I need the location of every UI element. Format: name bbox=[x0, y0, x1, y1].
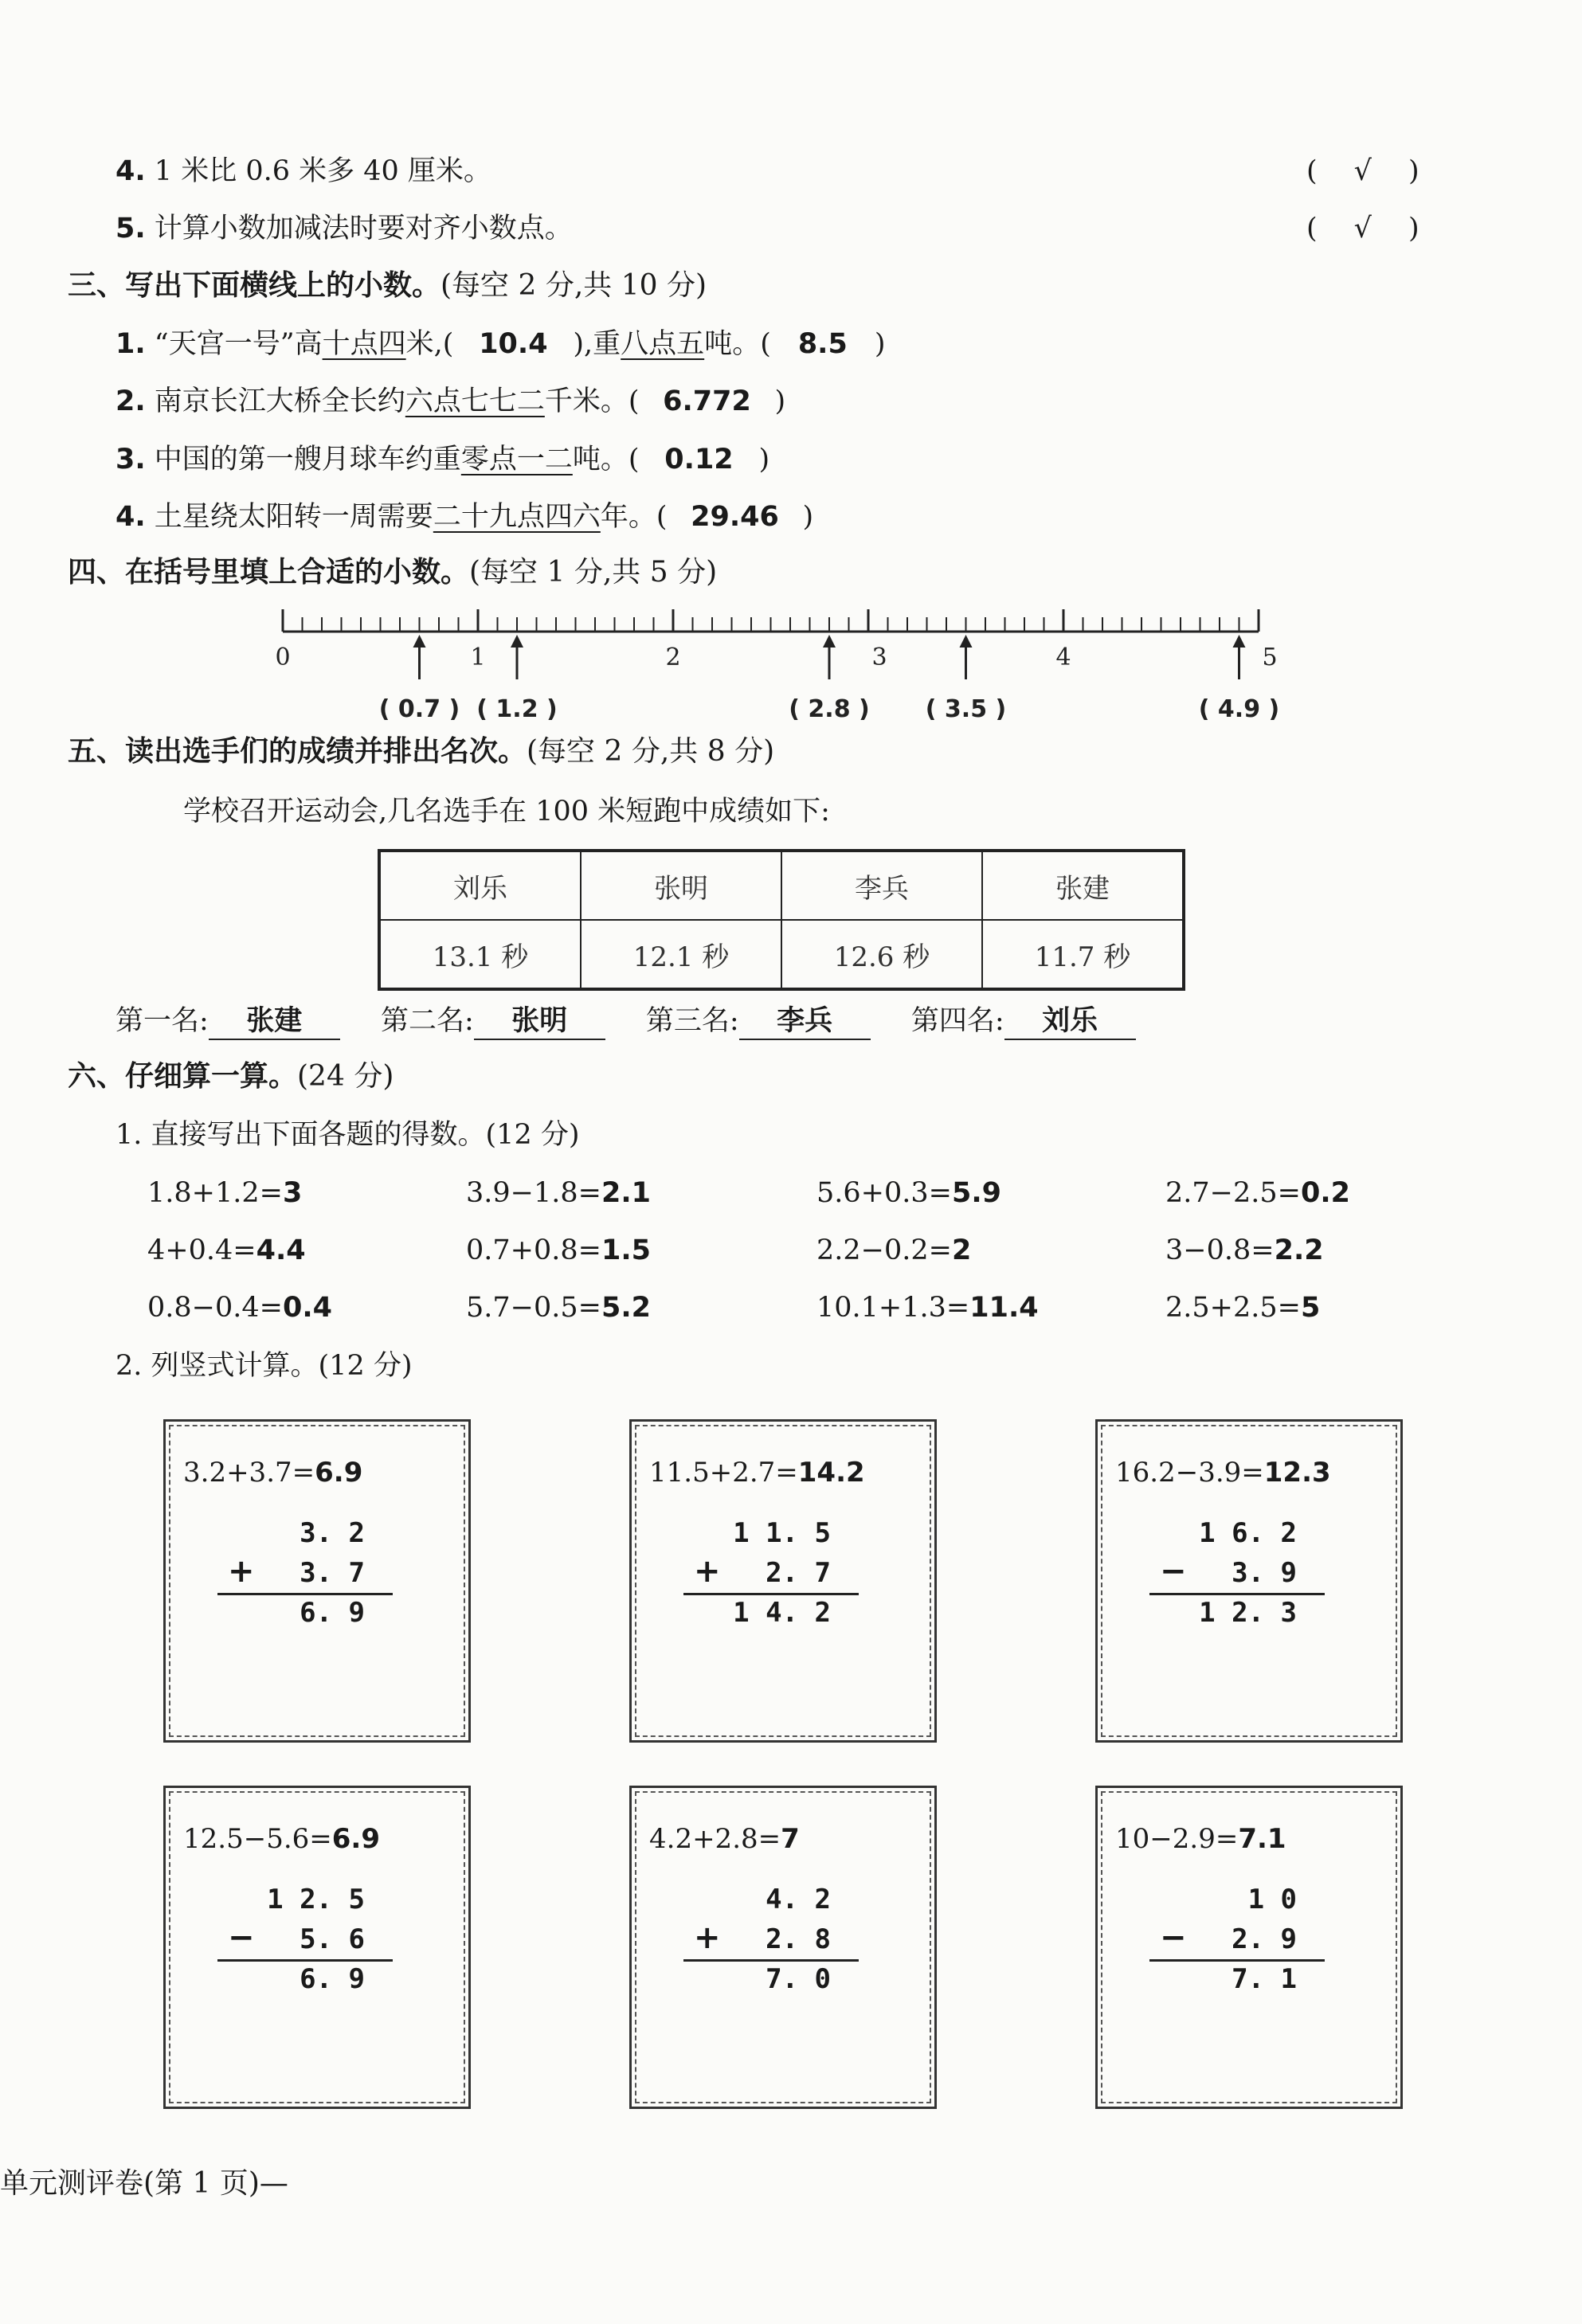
equation-text: 12.5−5.6= bbox=[183, 1823, 332, 1855]
calc-top-operand: 1 1. 5 bbox=[733, 1517, 831, 1549]
rank-row bbox=[116, 1004, 1136, 1040]
mental-problem bbox=[147, 1176, 302, 1211]
arrow-head bbox=[1233, 635, 1246, 648]
rank-label: 第四名: bbox=[910, 1005, 1004, 1037]
calc-rule-line bbox=[217, 1593, 393, 1595]
text: ),重 bbox=[573, 328, 621, 360]
item-number: 1. bbox=[116, 328, 146, 360]
problem-answer: 0.2 bbox=[1300, 1177, 1350, 1209]
ruler-label: 0 bbox=[275, 644, 291, 671]
judge-item-4 bbox=[116, 154, 491, 189]
text: ) bbox=[802, 501, 814, 533]
problem-text: 2.5+2.5= bbox=[1165, 1292, 1301, 1324]
score-note: (每空 1 分,共 5 分) bbox=[469, 556, 718, 589]
calc-top-operand: 3. 2 bbox=[300, 1517, 365, 1549]
name-cell: 李兵 bbox=[781, 851, 982, 920]
section-4-title bbox=[68, 555, 717, 590]
s3-question-4 bbox=[116, 499, 813, 534]
text: 米,( bbox=[405, 328, 454, 360]
table-row bbox=[379, 851, 1184, 920]
underlined-words: 六点七七二 bbox=[405, 385, 545, 417]
judge-answer-4 bbox=[1306, 154, 1419, 189]
arrow-head bbox=[413, 635, 426, 648]
pointer-answer: ( 0.7 ) bbox=[378, 695, 460, 723]
paren-open: ( bbox=[1306, 155, 1318, 187]
answer: 10.4 bbox=[479, 328, 548, 360]
calc-top-operand: 1 0 bbox=[1247, 1884, 1297, 1915]
calc-bottom-operand: 3. 9 bbox=[1232, 1557, 1297, 1589]
equation-text: 10−2.9= bbox=[1115, 1823, 1239, 1855]
equation-text: 4.2+2.8= bbox=[649, 1823, 781, 1855]
problem-answer: 5 bbox=[1300, 1292, 1321, 1324]
mental-problem bbox=[816, 1290, 1039, 1325]
calc-bottom-operand: 2. 7 bbox=[766, 1557, 831, 1589]
scores-table bbox=[378, 849, 1185, 991]
name-cell: 张明 bbox=[581, 851, 781, 920]
s3-question-2 bbox=[116, 384, 785, 419]
problem-answer: 2.1 bbox=[601, 1177, 651, 1209]
vertical-calc-box bbox=[1095, 1786, 1403, 2109]
calc-rule-line bbox=[217, 1959, 393, 1962]
calc-equation bbox=[649, 1457, 865, 1489]
s3-question-3 bbox=[116, 442, 769, 477]
score-note: (每空 2 分,共 10 分) bbox=[441, 269, 707, 302]
problem-text: 5.7−0.5= bbox=[466, 1292, 601, 1324]
title-text: 五、读出选手们的成绩并排出名次。 bbox=[68, 735, 527, 768]
score-note: (每空 2 分,共 8 分) bbox=[527, 735, 775, 768]
problem-answer: 2.2 bbox=[1274, 1234, 1324, 1266]
ruler-label: 4 bbox=[1055, 644, 1071, 671]
calc-bottom-operand: 2. 9 bbox=[1232, 1923, 1297, 1955]
vertical-calc-box bbox=[629, 1786, 937, 2109]
calc-operator: + bbox=[694, 1553, 721, 1590]
calc-result: 7. 0 bbox=[766, 1963, 831, 1995]
judge-item-5 bbox=[116, 211, 573, 246]
title-text: 六、仔细算一算。 bbox=[68, 1060, 298, 1093]
mental-problem bbox=[147, 1233, 306, 1268]
text: 吨。( bbox=[704, 328, 771, 360]
time-cell: 11.7 秒 bbox=[982, 920, 1184, 989]
problem-answer: 5.2 bbox=[601, 1292, 651, 1324]
answer: 6.772 bbox=[663, 385, 751, 417]
equation-result: 7 bbox=[781, 1823, 800, 1855]
equation-text: 3.2+3.7= bbox=[183, 1457, 315, 1489]
page-footer: 单元测评卷(第 1 页)— bbox=[0, 2167, 288, 2200]
s6-q2-title: 2. 列竖式计算。(12 分) bbox=[116, 1350, 413, 1382]
calc-operator: − bbox=[228, 1919, 255, 1956]
text: 中国的第一艘月球车约重 bbox=[154, 444, 461, 475]
answer: 8.5 bbox=[797, 328, 848, 360]
calc-bottom-operand: 3. 7 bbox=[300, 1557, 365, 1589]
problem-answer: 11.4 bbox=[969, 1292, 1039, 1324]
text: ) bbox=[758, 444, 770, 475]
s3-question-1 bbox=[116, 327, 886, 362]
section-5-title bbox=[68, 734, 774, 769]
text: 年。( bbox=[600, 501, 668, 533]
problem-answer: 5.9 bbox=[951, 1177, 1001, 1209]
ruler-ticks bbox=[283, 609, 1259, 632]
calc-operator: + bbox=[694, 1919, 721, 1956]
mental-problem bbox=[1165, 1176, 1350, 1211]
mental-problem bbox=[466, 1290, 651, 1325]
calc-equation bbox=[649, 1823, 800, 1855]
equation-result: 6.9 bbox=[331, 1823, 380, 1855]
problem-text: 0.8−0.4= bbox=[147, 1292, 283, 1324]
text: 南京长江大桥全长约 bbox=[154, 385, 405, 417]
check-mark: √ bbox=[1353, 155, 1372, 187]
number-line bbox=[271, 601, 1322, 737]
calc-result: 1 4. 2 bbox=[733, 1597, 831, 1629]
text: 吨。( bbox=[572, 444, 640, 475]
calc-top-operand: 1 6. 2 bbox=[1199, 1517, 1297, 1549]
mental-problem bbox=[466, 1176, 651, 1211]
calc-equation bbox=[183, 1457, 362, 1489]
problem-answer: 0.4 bbox=[282, 1292, 332, 1324]
paren-close: ) bbox=[1408, 213, 1419, 245]
rank-label: 第二名: bbox=[380, 1005, 474, 1037]
pointer-answer: ( 4.9 ) bbox=[1198, 695, 1280, 723]
mental-problem bbox=[1165, 1233, 1324, 1268]
s6-q1-title: 1. 直接写出下面各题的得数。(12 分) bbox=[116, 1119, 580, 1151]
problem-text: 3−0.8= bbox=[1165, 1234, 1275, 1266]
problem-text: 2.2−0.2= bbox=[816, 1234, 952, 1266]
mental-problem bbox=[816, 1176, 1001, 1211]
check-mark: √ bbox=[1353, 213, 1372, 245]
calc-bottom-operand: 5. 6 bbox=[300, 1923, 365, 1955]
text: 土星绕太阳转一周需要 bbox=[154, 501, 433, 533]
problem-text: 0.7+0.8= bbox=[466, 1234, 601, 1266]
text: 千米。( bbox=[544, 385, 640, 417]
calc-operator: + bbox=[228, 1553, 255, 1590]
problem-text: 5.6+0.3= bbox=[816, 1177, 952, 1209]
equation-text: 11.5+2.7= bbox=[649, 1457, 798, 1489]
time-cell: 12.6 秒 bbox=[781, 920, 982, 989]
paren-close: ) bbox=[1408, 155, 1419, 187]
ruler-label: 1 bbox=[470, 644, 486, 671]
equation-text: 16.2−3.9= bbox=[1115, 1457, 1264, 1489]
ruler-label: 3 bbox=[871, 644, 887, 671]
calc-rule-line bbox=[1149, 1959, 1325, 1962]
problem-text: 10.1+1.3= bbox=[816, 1292, 970, 1324]
vertical-calc-box bbox=[163, 1786, 471, 2109]
vertical-calc-box bbox=[629, 1419, 937, 1743]
problem-text: 4+0.4= bbox=[147, 1234, 256, 1266]
equation-result: 14.2 bbox=[797, 1457, 865, 1489]
item-number: 3. bbox=[116, 444, 146, 475]
rank-label: 第三名: bbox=[645, 1005, 739, 1037]
underlined-words: 八点五 bbox=[621, 328, 705, 360]
judge-answer-5 bbox=[1306, 211, 1419, 246]
item-text: 计算小数加减法时要对齐小数点。 bbox=[154, 213, 573, 245]
calc-rule-line bbox=[683, 1593, 859, 1595]
calc-result: 6. 9 bbox=[300, 1597, 365, 1629]
text: ) bbox=[874, 328, 886, 360]
item-number: 2. bbox=[116, 385, 146, 417]
calc-result: 7. 1 bbox=[1232, 1963, 1297, 1995]
title-text: 三、写出下面横线上的小数。 bbox=[68, 269, 441, 302]
time-cell: 13.1 秒 bbox=[379, 920, 581, 989]
calc-equation bbox=[183, 1823, 380, 1855]
pointer-answer: ( 3.5 ) bbox=[925, 695, 1007, 723]
table-row bbox=[379, 920, 1184, 989]
name-cell: 张建 bbox=[982, 851, 1184, 920]
rank-answer: 张建 bbox=[209, 1004, 340, 1040]
item-number: 4. bbox=[116, 501, 146, 533]
problem-answer: 3 bbox=[282, 1177, 303, 1209]
mental-problem bbox=[147, 1290, 332, 1325]
ruler-labels bbox=[275, 644, 1277, 671]
answer: 29.46 bbox=[691, 501, 779, 533]
answer: 0.12 bbox=[664, 444, 734, 475]
equation-result: 6.9 bbox=[315, 1457, 363, 1489]
calc-result: 1 2. 3 bbox=[1199, 1597, 1297, 1629]
calc-top-operand: 4. 2 bbox=[766, 1884, 831, 1915]
pointer-answer: ( 2.8 ) bbox=[789, 695, 870, 723]
underlined-words: 二十九点四六 bbox=[433, 501, 601, 533]
s5-intro: 学校召开运动会,几名选手在 100 米短跑中成绩如下: bbox=[183, 796, 830, 827]
rank-answer: 李兵 bbox=[739, 1004, 871, 1040]
equation-result: 12.3 bbox=[1263, 1457, 1331, 1489]
underlined-words: 十点四 bbox=[322, 328, 406, 360]
arrow-head bbox=[823, 635, 836, 648]
rank-answer: 刘乐 bbox=[1004, 1004, 1136, 1040]
text: “天宫一号”高 bbox=[154, 328, 323, 360]
problem-answer: 1.5 bbox=[601, 1234, 651, 1266]
calc-operator: − bbox=[1160, 1919, 1187, 1956]
mental-problem bbox=[1165, 1290, 1320, 1325]
underlined-words: 零点一二 bbox=[460, 444, 573, 475]
calc-operator: − bbox=[1160, 1553, 1187, 1590]
vertical-calc-box bbox=[1095, 1419, 1403, 1743]
vertical-calc-box bbox=[163, 1419, 471, 1743]
problem-answer: 2 bbox=[951, 1234, 972, 1266]
ruler-label: 5 bbox=[1262, 644, 1278, 671]
mental-problem bbox=[466, 1233, 651, 1268]
section-6-title bbox=[68, 1059, 394, 1094]
item-number: 5. bbox=[116, 213, 146, 245]
arrow-head bbox=[511, 635, 523, 648]
calc-rule-line bbox=[1149, 1593, 1325, 1595]
score-note: (24 分) bbox=[297, 1060, 394, 1093]
pointer-answer: ( 1.2 ) bbox=[476, 695, 558, 723]
item-text: 1 米比 0.6 米多 40 厘米。 bbox=[154, 155, 491, 187]
ruler-arrows bbox=[379, 635, 1279, 723]
text: ) bbox=[774, 385, 786, 417]
calc-result: 6. 9 bbox=[300, 1963, 365, 1995]
problem-answer: 4.4 bbox=[256, 1234, 306, 1266]
calc-equation bbox=[1115, 1457, 1331, 1489]
mental-problem bbox=[816, 1233, 971, 1268]
calc-rule-line bbox=[683, 1959, 859, 1962]
rank-label: 第一名: bbox=[116, 1005, 209, 1037]
time-cell: 12.1 秒 bbox=[581, 920, 781, 989]
name-cell: 刘乐 bbox=[379, 851, 581, 920]
calc-bottom-operand: 2. 8 bbox=[766, 1923, 831, 1955]
calc-top-operand: 1 2. 5 bbox=[267, 1884, 365, 1915]
problem-text: 2.7−2.5= bbox=[1165, 1177, 1301, 1209]
rank-answer: 张明 bbox=[474, 1004, 605, 1040]
item-number: 4. bbox=[116, 155, 146, 187]
paren-open: ( bbox=[1306, 213, 1318, 245]
equation-result: 7.1 bbox=[1238, 1823, 1286, 1855]
calc-equation bbox=[1115, 1823, 1286, 1855]
arrow-head bbox=[960, 635, 973, 648]
title-text: 四、在括号里填上合适的小数。 bbox=[68, 556, 470, 589]
ruler-label: 2 bbox=[665, 644, 681, 671]
problem-text: 3.9−1.8= bbox=[466, 1177, 601, 1209]
section-3-title bbox=[68, 268, 707, 303]
problem-text: 1.8+1.2= bbox=[147, 1177, 283, 1209]
